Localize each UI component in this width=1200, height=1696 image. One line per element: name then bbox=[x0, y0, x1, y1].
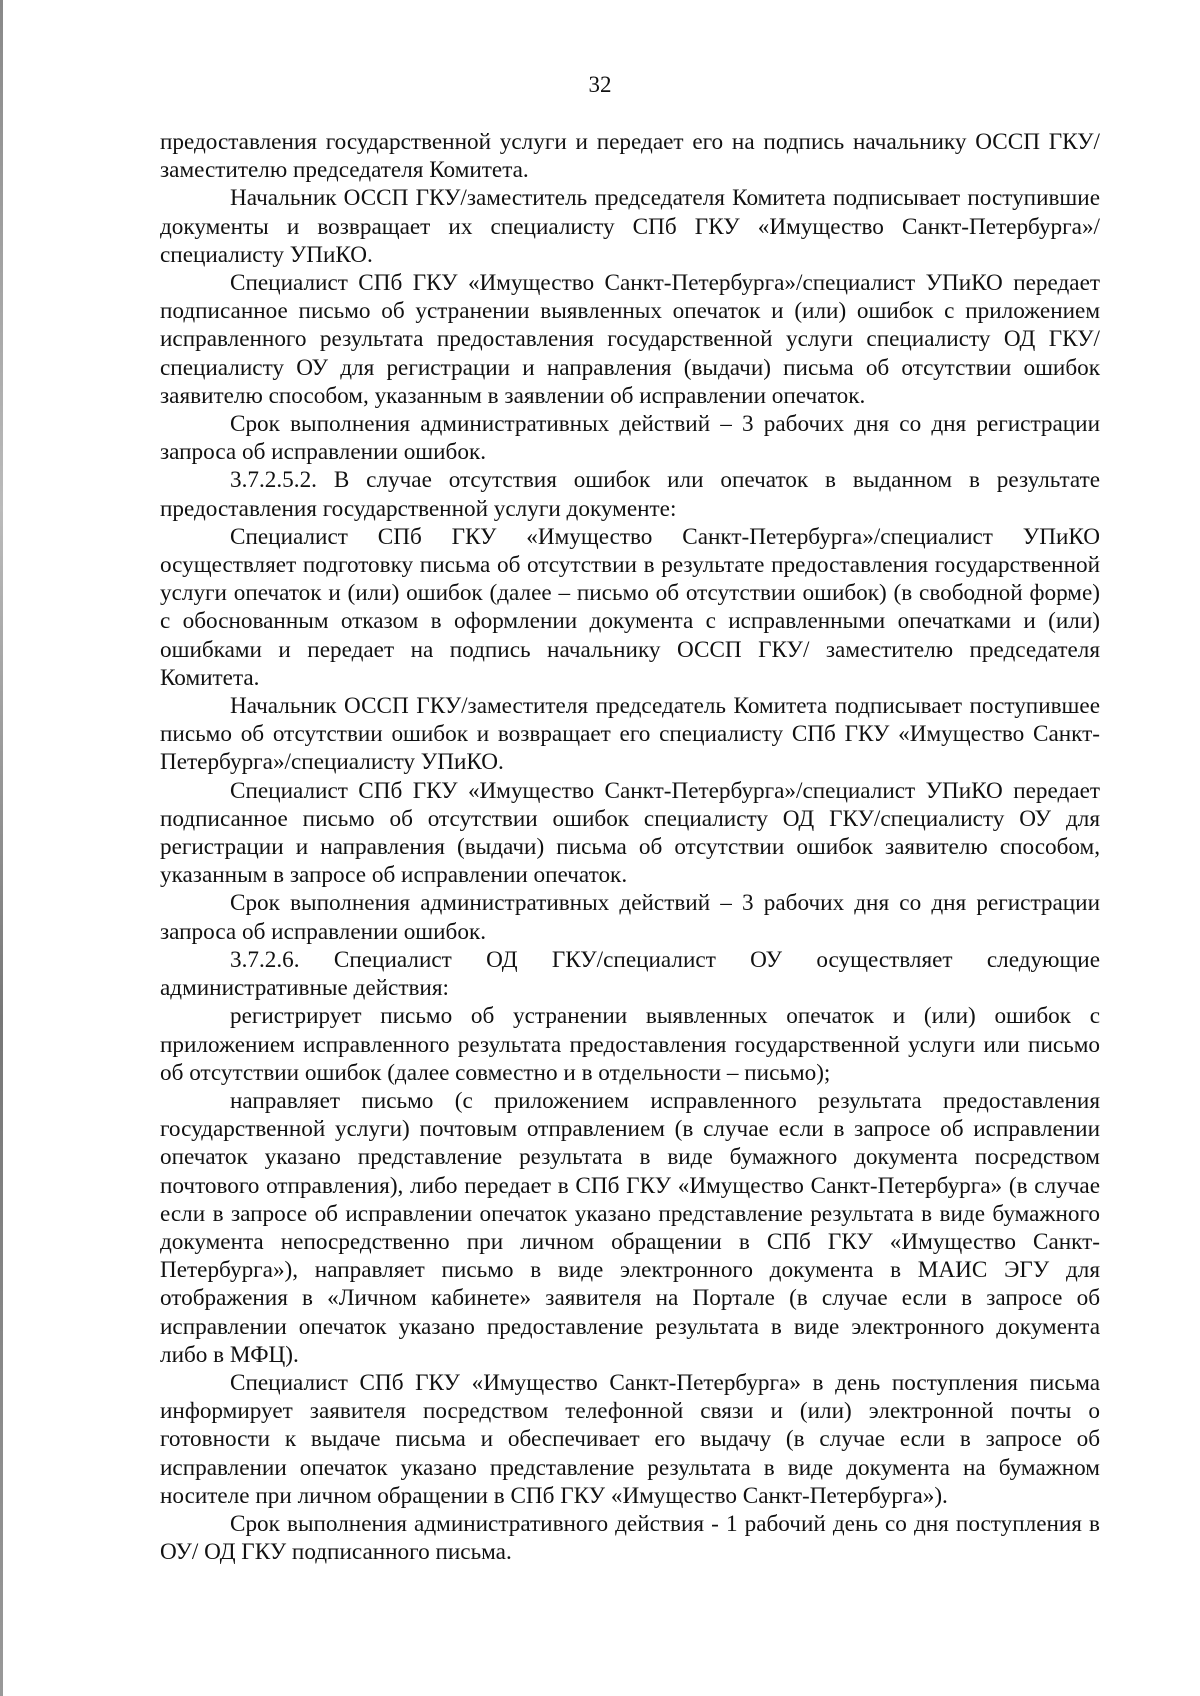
paragraph: Начальник ОССП ГКУ/заместитель председателя Комитета подписывает поступившие документы и возвращает их специалисту СПб ГКУ «Имущество Санкт-Петербурга»/специалисту УПиКО. bbox=[160, 185, 1100, 268]
paragraph: направляет письмо (с приложением исправленного результата предоставления государственной услуги) почтовым отправлением (в случае если в запросе об исправлении опечаток указано представление результата в виде бумажного документа посредством почтового отправления), либо передает в СПб ГКУ «Имущество Санкт-Петербурга» (в случае если в запросе об исправлении опечаток указано представление результата в виде бумажного документа непосредственно при личном обращении в СПб ГКУ «Имущество Санкт-Петербурга»), направляет письмо в виде электронного документа в МАИС ЭГУ для отображения в «Личном кабинете» заявителя на Портале (в случае если в запросе об исправлении опечаток указано предоставление результата в виде электронного документа либо в МФЦ). bbox=[160, 1087, 1100, 1368]
paragraph: Срок выполнения административных действий – 3 рабочих дня со дня регистрации запроса об исправлении ошибок. bbox=[160, 411, 1100, 466]
scan-edge bbox=[0, 0, 3, 1696]
paragraph: Специалист СПб ГКУ «Имущество Санкт-Петербурга»/специалист УПиКО передает подписанное письмо об отсутствии ошибок специалисту ОД ГКУ/специалисту ОУ для регистрации и направления (выдачи) письма об отсутствии ошибок заявителю способом, указанным в запросе об исправлении опечаток. bbox=[160, 777, 1100, 889]
paragraph: 3.7.2.6. Специалист ОД ГКУ/специалист ОУ осуществляет следующие административные действия: bbox=[160, 946, 1100, 1002]
document-body bbox=[160, 128, 1100, 1566]
paragraph: Срок выполнения административного действия - 1 рабочий день со дня поступления в ОУ/ ОД ГКУ подписанного письма. bbox=[160, 1510, 1100, 1566]
paragraph: предоставления государственной услуги и передает его на подпись начальнику ОССП ГКУ/заместителю председателя Комитета. bbox=[160, 129, 1100, 184]
page-number: 32 bbox=[588, 72, 612, 97]
paragraph: Специалист СПб ГКУ «Имущество Санкт-Петербурга»/специалист УПиКО осуществляет подготовку письма об отсутствии в результате предоставления государственной услуги опечаток и (или) ошибок (далее – письмо об отсутствии ошибок) (в свободной форме) с обоснованным отказом в оформлении документа с исправленными опечатками и (или) ошибками и передает на подпись начальнику ОССП ГКУ/ заместителю председателя Комитета. bbox=[160, 523, 1100, 691]
paragraph: Начальник ОССП ГКУ/заместителя председатель Комитета подписывает поступившее письмо об отсутствии ошибок и возвращает его специалисту СПб ГКУ «Имущество Санкт-Петербурга»/специалисту УПиКО. bbox=[160, 693, 1100, 776]
paragraph: Специалист СПб ГКУ «Имущество Санкт-Петербурга» в день поступления письма информирует заявителя посредством телефонной связи и (или) электронной почты о готовности к выдаче письма и обеспечивает его выдачу (в случае если в запросе об исправлении опечаток указано представление результата в виде документа на бумажном носителе при личном обращении в СПб ГКУ «Имущество Санкт-Петербурга»). bbox=[160, 1369, 1100, 1509]
paragraph: Срок выполнения административных действий – 3 рабочих дня со дня регистрации запроса об исправлении ошибок. bbox=[160, 890, 1100, 945]
paragraph: 3.7.2.5.2. В случае отсутствия ошибок или опечаток в выданном в результате предоставления государственной услуги документе: bbox=[160, 467, 1100, 522]
paragraph: Специалист СПб ГКУ «Имущество Санкт-Петербурга»/специалист УПиКО передает подписанное письмо об устранении выявленных опечаток и (или) ошибок с приложением исправленного результата предоставления государственной услуги специалисту ОД ГКУ/специалисту ОУ для регистрации и направления (выдачи) письма об отсутствии ошибок заявителю способом, указанным в заявлении об исправлении опечаток. bbox=[160, 270, 1100, 409]
paragraph: регистрирует письмо об устранении выявленных опечаток и (или) ошибок с приложением исправленного результата предоставления государственной услуги или письмо об отсутствии ошибок (далее совместно и в отдельности – письмо); bbox=[160, 1003, 1100, 1086]
